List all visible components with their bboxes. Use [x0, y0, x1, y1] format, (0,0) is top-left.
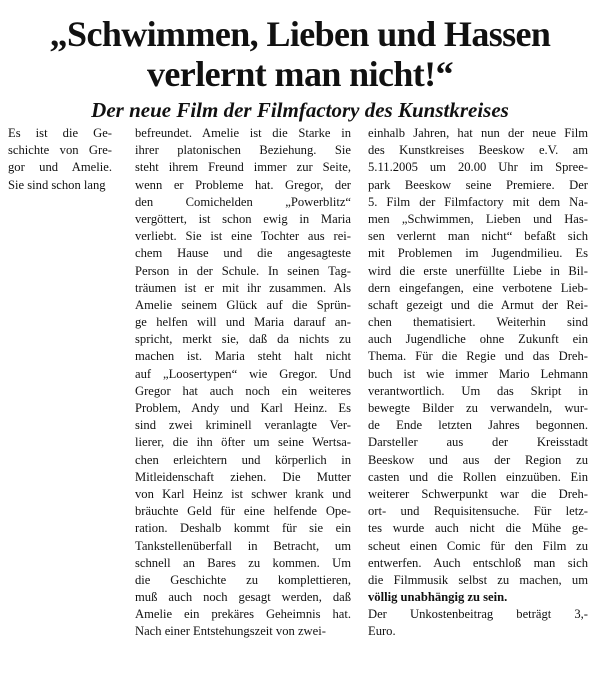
- text-line: Mitleidenschaft ziehen. Die Mutter: [135, 469, 351, 484]
- text-line: buch ist wie immer Mario Lehmann: [368, 366, 588, 381]
- text-line: steht ihrem Freund immer zur Seite,: [135, 160, 351, 175]
- text-line: 5. Film der Filmfactory mit dem Na-: [368, 194, 588, 209]
- text-line: chen erleichtern und körperlich in: [135, 452, 351, 467]
- text-line: auch Jugendliche ohne Zukunft ein: [368, 332, 588, 347]
- text-line: machen ist. Maria steht halt nicht: [135, 349, 351, 364]
- text-line: Beeskow und aus der Region zu: [368, 452, 588, 467]
- text-line: chen thematisiert. Weiterhin sind: [368, 315, 588, 330]
- text-line: men „Schwimmen, Lieben und Has-: [368, 211, 588, 226]
- text-line: ge helfen will und Maria darauf an-: [135, 315, 351, 330]
- text-line: des Kunstkreises Beeskow e.V. am: [368, 143, 588, 158]
- text-line: völlig unabhängig zu sein.: [368, 590, 508, 605]
- text-line: Thema. Für die Regie und das Dreh-: [368, 349, 588, 364]
- text-line: verantwortlich. Um das Skript in: [368, 383, 588, 398]
- text-line: scheut einen Comic für den Film zu: [368, 538, 588, 553]
- text-line: sind zwei kriminell veranlagte Ver-: [135, 418, 351, 433]
- text-line: Amelie seinem Glück auf die Sprün-: [135, 297, 351, 312]
- text-line: verliebt. Sie ist eine Tochter aus rei-: [135, 229, 351, 244]
- text-line: Nach einer Entstehungszeit von zwei-: [135, 624, 326, 639]
- text-line: schichte von Gre-: [8, 143, 112, 158]
- text-line: tes wurde auch nicht die Mühe ge-: [368, 521, 588, 536]
- text-line: Tankstellenüberfall in Betracht, um: [135, 538, 351, 553]
- text-line: casten und die Rollen einzuüben. Ein: [368, 469, 588, 484]
- text-line: Gregor hat auch noch ein weiteres: [135, 383, 351, 398]
- text-line: träumen ist er mit ihr zusammen. Als: [135, 280, 351, 295]
- text-line: vergöttert, ist schon ewig in Maria: [135, 211, 351, 226]
- text-line: ration. Deshalb kommt für sie ein: [135, 521, 351, 536]
- text-line: den Comichelden „Powerblitz“: [135, 194, 351, 209]
- text-line: sen verlernt man nicht“ befaßt sich: [368, 229, 588, 244]
- text-line: dern eingefangen, eine verbotene Lieb-: [368, 280, 588, 295]
- text-line: schaft gezeigt und die Armut der Rei-: [368, 297, 588, 312]
- column-3: [368, 125, 588, 641]
- column-1: [8, 125, 112, 194]
- text-line: schnell an Bares zu kommen. Um: [135, 555, 351, 570]
- subtitle: Der neue Film der Filmfactory des Kunstkreises: [91, 98, 509, 122]
- headline-line-2: verlernt man nicht!“: [147, 54, 453, 94]
- text-line: ihrer platonischen Beziehung. Sie: [135, 143, 351, 158]
- text-line: bewegte Bilder zu verwandeln, wur-: [368, 401, 588, 415]
- headline: [8, 14, 592, 94]
- text-line: entwerfen. Auch entschloß man sich: [368, 555, 588, 570]
- headline-line-1: „Schwimmen, Lieben und Hassen: [49, 14, 551, 54]
- text-line: wird die erste unerfüllte Liebe in Bil-: [368, 263, 588, 278]
- text-line: auf „Loosertypen“ wie Gregor. Und: [135, 366, 351, 381]
- text-line: park Beeskow seine Premiere. Der: [368, 177, 588, 192]
- text-line: einhalb Jahren, hat nun der neue Film: [368, 126, 588, 140]
- text-line: de Ende letzten Jahres begonnen.: [368, 418, 588, 433]
- text-line: chem Hause und die angesagteste: [135, 246, 351, 261]
- text-line: Euro.: [368, 624, 396, 639]
- text-line: bräuchte Geld für eine helfende Ope-: [135, 504, 351, 519]
- text-line: gor und Amelie.: [8, 160, 112, 175]
- text-line: Amelie ein prekäres Geheimnis hat.: [135, 607, 351, 622]
- text-line: lierer, die ihn öfter um seine Wertsa-: [135, 435, 351, 450]
- text-line: Der Unkostenbeitrag beträgt 3,-: [368, 607, 588, 622]
- column-2: [135, 125, 351, 641]
- text-line: Problem, Andy und Karl Heinz. Es: [135, 401, 351, 415]
- text-line: mit Problemen im Jugendmilieu. Es: [368, 246, 588, 261]
- text-line: Es ist die Ge-: [8, 126, 112, 140]
- text-line: die Filmmusik selbst zu machen, um: [368, 572, 588, 587]
- text-line: ort- und Requisitensuche. Für letz-: [368, 504, 588, 519]
- text-line: wenn er Probleme hat. Gregor, der: [135, 177, 351, 192]
- text-line: weiterer Schwerpunkt war die Dreh-: [368, 486, 588, 501]
- text-line: muß auch noch gesagt werden, daß: [135, 590, 351, 605]
- text-line: Person in der Schule. In seinen Tag-: [135, 263, 351, 278]
- text-line: befreundet. Amelie ist die Starke in: [135, 126, 351, 140]
- text-line: spricht, merkt sie, daß da nichts zu: [135, 332, 351, 347]
- text-line: Sie sind schon lang: [8, 177, 106, 192]
- text-line: 5.11.2005 um 20.00 Uhr im Spree-: [368, 160, 588, 175]
- text-line: die Geschichte zu komplettieren,: [135, 572, 351, 587]
- text-line: Darsteller aus der Kreisstadt: [368, 435, 588, 450]
- text-line: von Karl Heinz ist schwer krank und: [135, 486, 351, 501]
